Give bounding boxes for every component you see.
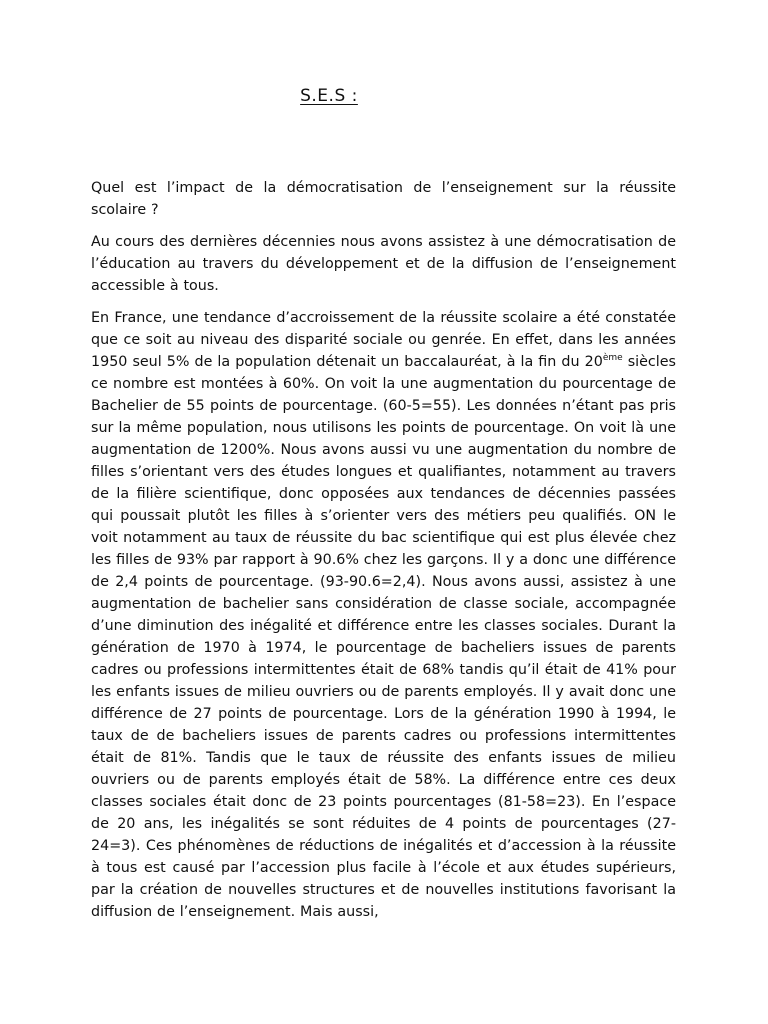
century-superscript: ème bbox=[602, 353, 623, 363]
main-paragraph-text-start: En France, une tendance d’accroissement de la réussite scolaire a été constatée que ce soit au niveau des disparité sociale ou genrée. En effet, dans les années 1950 seul 5% de la population détenait un baccalauréat, à la fin du 20 bbox=[91, 310, 676, 370]
main-paragraph-text-rest: siècles ce nombre est montées à 60%. On voit la une augmentation du pourcentage de Bachelier de 55 points de pourcentage. (60-5=55). Les données n’étant pas pris sur la même population, nous utilisons les points de pourcentage. On voit là une augmentation de 1200%. Nous avons aussi vu une augmentation du nombre de filles s’orientant vers des études longues et qualifiantes, notamment au travers de la filière scientifique, donc opposées aux tendances de décennies passées qui poussait plutôt les filles à s’orienter vers des métiers peu qualifiés. ON le voit notamment au taux de réussite du bac scientifique qui est plus élevée chez les filles de 93% par rapport à 90.6% chez les garçons. Il y a donc une différence de 2,4 points de pourcentage. (93-90.6=2,4). Nous avons aussi, assistez à une augmentation de bachelier sans considération de classe sociale, accompagnée d’une diminution des inégalité et différence entre les classes sociales. Durant la génération de 1970 à 1974, le pourcentage de bacheliers issues de parents cadres ou professions intermittentes était de 68% tandis qu’il était de 41% pour les enfants issues de milieu ouvriers ou de parents employés. Il y avait donc une différence de 27 points de pourcentage. Lors de la génération 1990 à 1994, le taux de de bacheliers issues de parents cadres ou professions intermittentes était de 81%. Tandis que le taux de réussite des enfants issues de milieu ouvriers ou de parents employés était de 58%. La différence entre ces deux classes sociales était donc de 23 points pourcentages (81-58=23). En l’espace de 20 ans, les inégalités se sont réduites de 4 points de pourcentages (27-24=3). Ces phénomènes de réductions de inégalités et d’accession à la réussite à tous est causé par l’accession plus facile à l’école et aux études supérieurs, par la création de nouvelles structures et de nouvelles institutions favorisant la diffusion de l’enseignement. Mais aussi, bbox=[91, 354, 677, 920]
question-paragraph: Quel est l’impact de la démocratisation de l’enseignement sur la réussite scolaire ? bbox=[91, 180, 676, 218]
page-title: S.E.S : bbox=[300, 86, 358, 106]
document-body bbox=[91, 177, 676, 933]
main-paragraph bbox=[91, 307, 676, 923]
intro-paragraph: Au cours des dernières décennies nous avons assistez à une démocratisation de l’éducation au travers du développement et de la diffusion de l’enseignement accessible à tous. bbox=[91, 234, 676, 294]
